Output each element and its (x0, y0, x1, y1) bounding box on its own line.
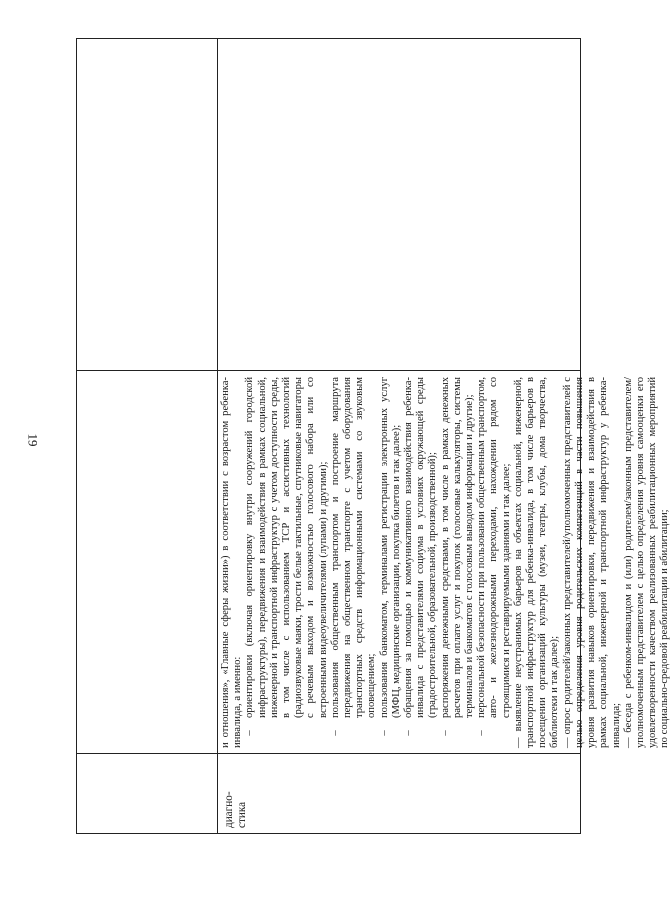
list-dash: – (439, 730, 451, 736)
paragraphs (513, 377, 672, 748)
list-dash: – (378, 730, 390, 736)
table-cell (217, 39, 580, 370)
table-cell (77, 370, 217, 753)
paragraph: — беседа с ребенком-инвалидом и (или) родителем/законным представителем/уполномоченным представителем с целью определения уровня самооценки его удовлетворенности качеством реализованных реабилитационных мероприятий по социально-средовой реабилитации и абилитации; (622, 377, 671, 748)
list-item (403, 377, 440, 748)
list-item-text: ориентировки (включая ориентировку внутри сооружений городской инфраструктуры), передвижения и взаимодействия в рамках социальной, инженерной и транспортной инфраструктур с учетом доступности среды, в том числе с использованием ТСР и ассистивных технологий (радиозвуковые маяки, трости белые тактильные, спутниковые навигаторы с речевым выходом и возможностью голосового набора или со встроенными видеоувеличителями (лупами) и другими); (244, 377, 329, 718)
list-item-text: пользования банкоматом, терминалами регистрации электронных услуг (МФЦ, медицинские организации, покупка билетов и так далее); (378, 377, 402, 718)
list-dash: – (244, 730, 256, 736)
list-item-text: персональной безопасности при пользовании общественным транспортом, авто- и железнодорожными переходами, нахождении рядом со строящимися и реставрируемыми зданиями и так далее; (476, 377, 512, 718)
list-item (379, 377, 403, 748)
table-cell (77, 39, 217, 370)
list-dash: – (329, 730, 341, 736)
list-item (244, 377, 329, 748)
list-item (330, 377, 379, 748)
list-item-text: обращения за помощью и коммуникативного взаимодействия ребенка-инвалида с представителями социума в условиях окружающей среды (градостроительной, образовательной, производственной); (403, 377, 439, 718)
content-table (76, 38, 671, 834)
skills-list (244, 377, 512, 748)
table-row-main (217, 39, 671, 833)
row-label-cell (217, 753, 580, 833)
list-dash: – (403, 730, 415, 736)
list-dash: – (476, 730, 488, 736)
list-item (440, 377, 477, 748)
table-row-empty (77, 39, 218, 833)
description-body (217, 371, 672, 753)
paragraph: — опрос родителей/законных представителей/уполномоченных представителей с целью определения уровня родительских компетенций в части повышения уровня развития навыков ориентировки, передвижения и взаимодействия в рамках социальной, инженерной и транспортной инфраструктур у ребенка-инвалида; (561, 377, 622, 748)
paragraph: — выявление неустранимых барьеров на объектах социальной, инженерной, транспортной инфраструктур для ребенка-инвалида, в том числе барьеров в посещении организаций культуры (музеи, театры, клубы, дома творчества, библиотеки и так далее); (512, 377, 561, 748)
list-item-text: распоряжения денежными средствами, в том числе в рамках денежных расчетов при оплате услуг и покупок (голосовые калькуляторы, системы терминалов и банкоматов с голосовым выводом информации и другие); (439, 377, 476, 718)
table-cell (77, 753, 217, 833)
page-number: 19 (25, 433, 41, 447)
intro-text: и отношения», «Главные сферы жизни») в соответствии с возрастом ребенка-инвалида, а именно: (220, 377, 244, 748)
list-item (476, 377, 513, 748)
row-label: диагно- стика (223, 791, 248, 828)
description-cell (217, 370, 671, 753)
list-item-text: пользования общественным транспортом и построение маршрута передвижения на общественном транспорте с учетом оборудования транспортных средств информационными системами со звуковым оповещением; (329, 377, 378, 718)
